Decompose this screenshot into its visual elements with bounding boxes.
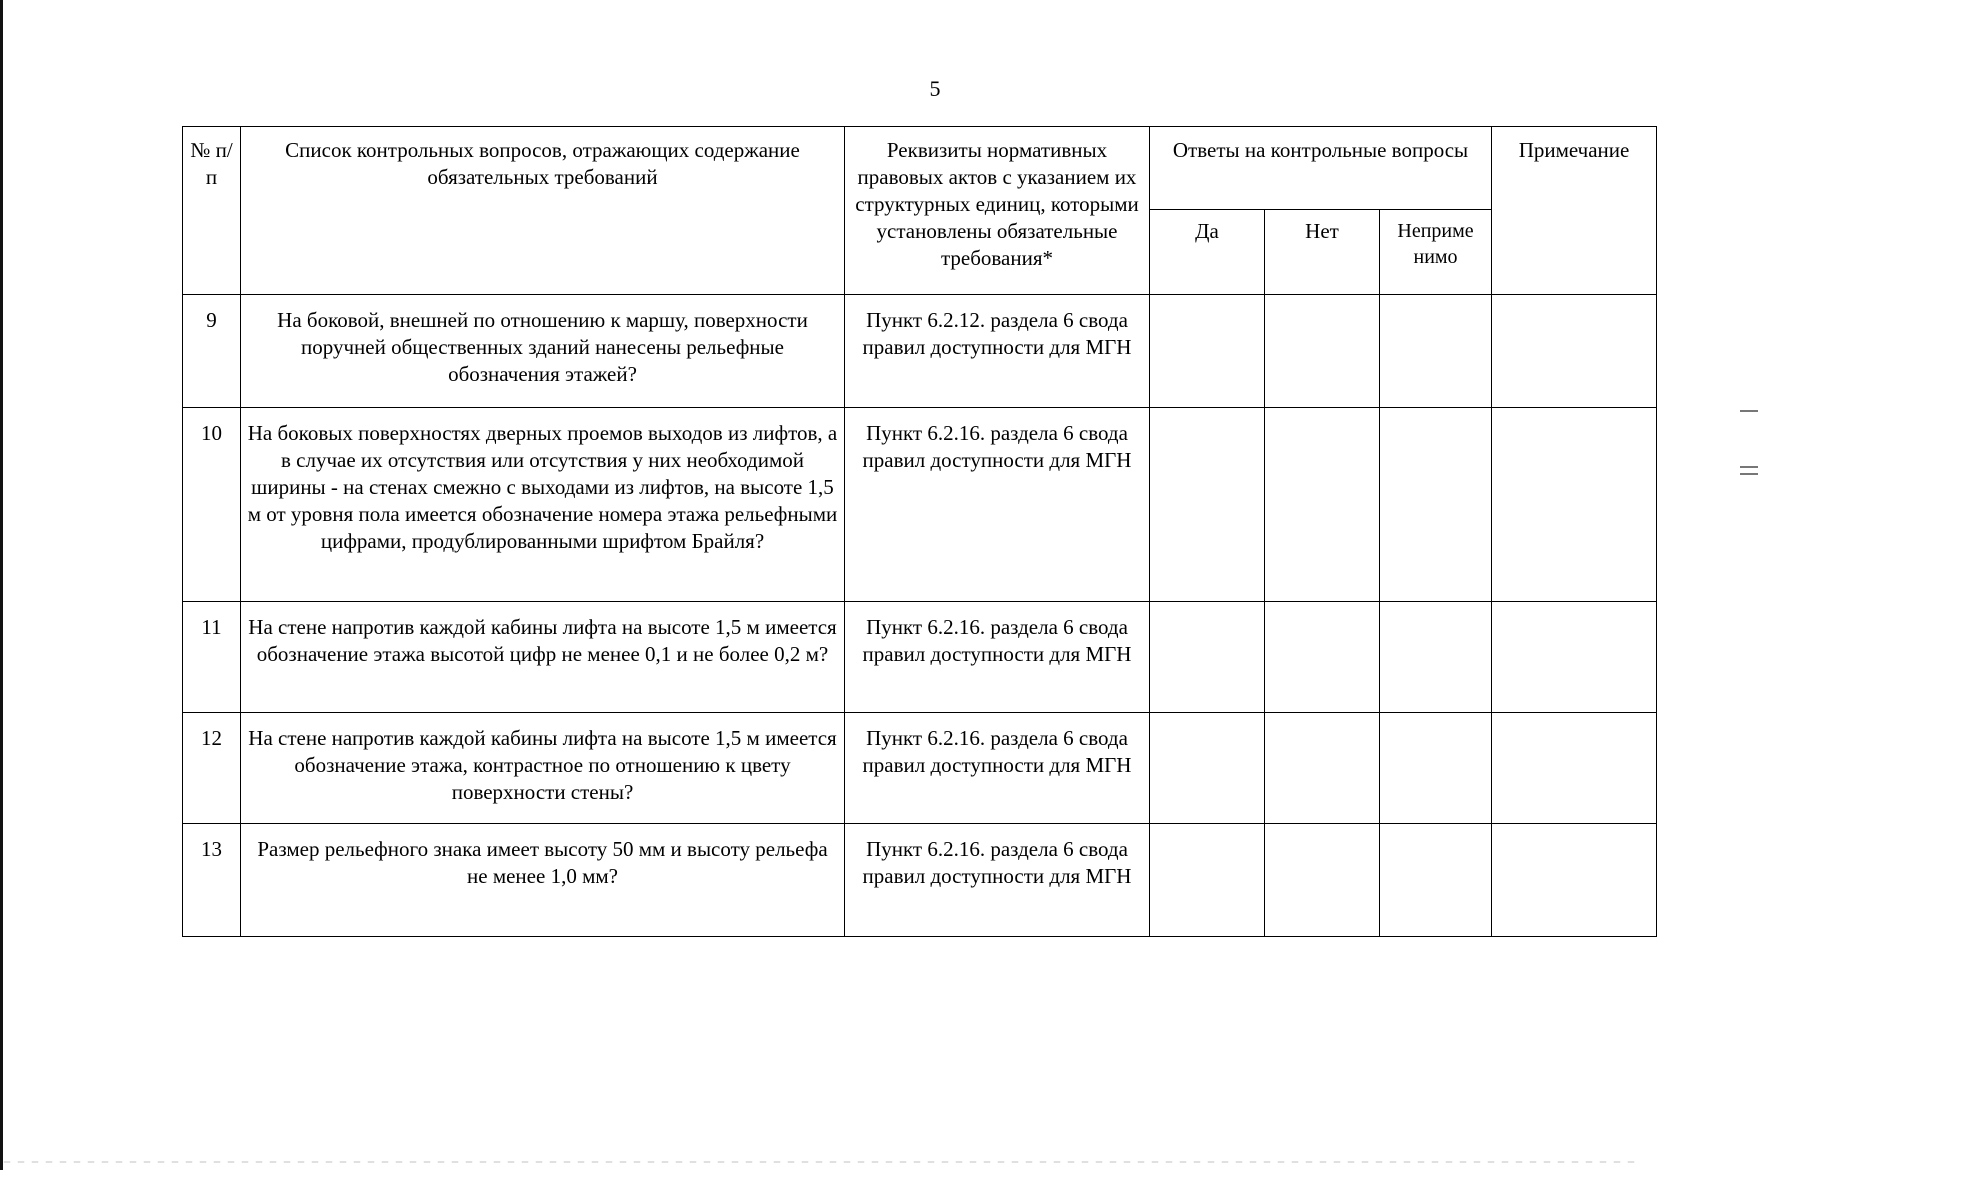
row-number: 10 xyxy=(183,408,241,602)
answer-not-applicable-cell[interactable] xyxy=(1380,295,1492,408)
answer-no-cell[interactable] xyxy=(1265,602,1380,713)
row-number: 11 xyxy=(183,602,241,713)
header-no xyxy=(1265,210,1380,295)
note-cell[interactable] xyxy=(1492,713,1657,824)
row-number: 13 xyxy=(183,824,241,937)
answer-yes-cell[interactable] xyxy=(1150,824,1265,937)
header-number xyxy=(183,127,241,295)
header-not-applicable-label: Неприме нимо xyxy=(1397,220,1474,268)
table-row xyxy=(183,713,1657,824)
row-number: 12 xyxy=(183,713,241,824)
scan-margin-mark xyxy=(1740,466,1758,468)
header-questions xyxy=(241,127,845,295)
header-answers xyxy=(1150,127,1492,210)
answer-yes-cell[interactable] xyxy=(1150,295,1265,408)
scan-noise-line xyxy=(0,1161,1640,1163)
row-number: 9 xyxy=(183,295,241,408)
row-question: На боковой, внешней по отношению к маршу, поверхности поручней общественных зданий нанесены рельефные обозначения этажей? xyxy=(241,295,845,408)
scan-left-edge xyxy=(0,0,3,1170)
page-number: 5 xyxy=(929,76,941,101)
answer-not-applicable-cell[interactable] xyxy=(1380,824,1492,937)
header-no-label: Нет xyxy=(1305,219,1339,243)
header-answers-label: Ответы на контрольные вопросы xyxy=(1172,138,1469,162)
answer-no-cell[interactable] xyxy=(1265,713,1380,824)
row-question: На стене напротив каждой кабины лифта на высоте 1,5 м имеется обозначение этажа высотой цифр не менее 0,1 и не более 0,2 м? xyxy=(241,602,845,713)
header-note xyxy=(1492,127,1657,295)
answer-not-applicable-cell[interactable] xyxy=(1380,713,1492,824)
note-cell[interactable] xyxy=(1492,602,1657,713)
row-question: На боковых поверхностях дверных проемов выходов из лифтов, а в случае их отсутствия или отсутствия у них необходимой ширины - на стенах смежно с выходами из лифтов, на высоте 1,5 м от уровня пола имеется обозначение номера этажа рельефными цифрами, продублированными шрифтом Брайля? xyxy=(241,408,845,602)
note-cell[interactable] xyxy=(1492,408,1657,602)
header-requisites xyxy=(845,127,1150,295)
header-yes-label: Да xyxy=(1195,219,1219,243)
table-row xyxy=(183,295,1657,408)
row-requisite: Пункт 6.2.16. раздела 6 свода правил доступности для МГН xyxy=(845,408,1150,602)
table-row xyxy=(183,602,1657,713)
answer-yes-cell[interactable] xyxy=(1150,713,1265,824)
header-questions-label: Список контрольных вопросов, отражающих содержание обязательных требований xyxy=(285,138,800,189)
answer-no-cell[interactable] xyxy=(1265,824,1380,937)
row-requisite: Пункт 6.2.16. раздела 6 свода правил доступности для МГН xyxy=(845,602,1150,713)
row-requisite: Пункт 6.2.12. раздела 6 свода правил доступности для МГН xyxy=(845,295,1150,408)
answer-yes-cell[interactable] xyxy=(1150,408,1265,602)
answer-yes-cell[interactable] xyxy=(1150,602,1265,713)
header-requisites-label: Реквизиты нормативных правовых актов с указанием их структурных единиц, которыми установлены обязательные требования* xyxy=(855,138,1139,270)
header-not-applicable xyxy=(1380,210,1492,295)
header-row xyxy=(183,127,1657,210)
scan-margin-mark xyxy=(1740,410,1758,412)
answer-no-cell[interactable] xyxy=(1265,408,1380,602)
table-row xyxy=(183,824,1657,937)
row-question: Размер рельефного знака имеет высоту 50 мм и высоту рельефа не менее 1,0 мм? xyxy=(241,824,845,937)
answer-not-applicable-cell[interactable] xyxy=(1380,602,1492,713)
answer-not-applicable-cell[interactable] xyxy=(1380,408,1492,602)
row-requisite: Пункт 6.2.16. раздела 6 свода правил доступности для МГН xyxy=(845,713,1150,824)
table-row xyxy=(183,408,1657,602)
scan-margin-mark xyxy=(1740,473,1758,475)
header-requisites-clip xyxy=(851,137,1143,285)
answer-no-cell[interactable] xyxy=(1265,295,1380,408)
header-note-label: Примечание xyxy=(1518,138,1630,162)
note-cell[interactable] xyxy=(1492,295,1657,408)
header-yes xyxy=(1150,210,1265,295)
note-cell[interactable] xyxy=(1492,824,1657,937)
checklist-table xyxy=(182,126,1657,937)
header-number-label: № п/п xyxy=(190,138,233,189)
row-requisite: Пункт 6.2.16. раздела 6 свода правил доступности для МГН xyxy=(845,824,1150,937)
row-question: На стене напротив каждой кабины лифта на высоте 1,5 м имеется обозначение этажа, контрастное по отношению к цвету поверхности стены? xyxy=(241,713,845,824)
